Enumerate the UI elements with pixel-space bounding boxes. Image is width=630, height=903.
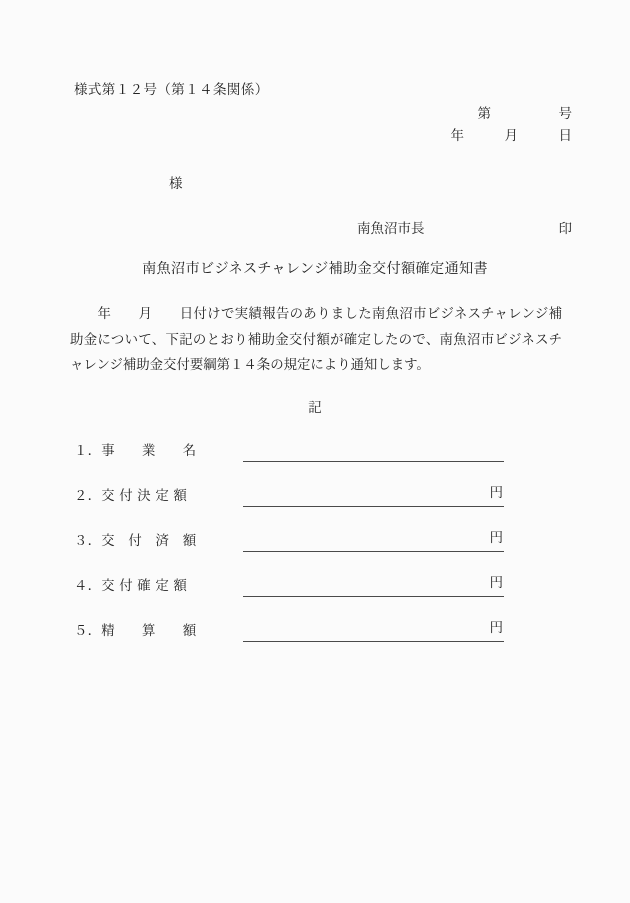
item-unit: 円 xyxy=(489,531,503,546)
item-label-text: 交 付 済 額 xyxy=(101,534,197,549)
item-unit: 円 xyxy=(489,621,503,636)
item-label xyxy=(74,530,196,549)
item-value-field[interactable] xyxy=(243,485,504,507)
item-number: ５． xyxy=(74,624,102,639)
document-date-field: 年 月 日 xyxy=(450,128,572,144)
item-label xyxy=(74,620,196,639)
issuer-name: 南魚沼市長 xyxy=(357,221,425,237)
body-paragraph-text: 年 月 日付けで実績報告のありました南魚沼市ビジネスチャレンジ補助金について、下記のとおり補助金交付額が確定したので、南魚沼市ビジネスチャレンジ補助金交付要綱第１４条の規定により通知します。 xyxy=(70,307,562,373)
item-unit: 円 xyxy=(489,486,503,501)
header-reference-fields xyxy=(451,103,573,147)
item-label-text: 事 業 名 xyxy=(101,444,197,459)
item-number: ２． xyxy=(74,489,102,504)
body-paragraph xyxy=(70,302,562,379)
document-title: 南魚沼市ビジネスチャレンジ補助金交付額確定通知書 xyxy=(142,261,488,277)
item-value-field[interactable] xyxy=(243,575,504,597)
document-number-field: 第 号 xyxy=(477,106,572,122)
list-item xyxy=(74,530,506,575)
item-label xyxy=(74,575,187,594)
item-value-field[interactable] xyxy=(243,440,504,462)
item-unit: 円 xyxy=(489,576,503,591)
list-item xyxy=(74,620,506,665)
form-number: 様式第１２号（第１４条関係） xyxy=(74,82,269,98)
item-label-text: 交 付 確 定 額 xyxy=(101,579,187,594)
item-label-text: 精 算 額 xyxy=(101,624,197,639)
list-item xyxy=(74,440,506,485)
list-item xyxy=(74,485,506,530)
item-label xyxy=(74,485,187,504)
seal-mark: 印 xyxy=(558,221,572,237)
issuer-line xyxy=(357,217,572,237)
item-number: １． xyxy=(74,444,102,459)
item-number: ４． xyxy=(74,579,102,594)
item-value-field[interactable] xyxy=(243,620,504,642)
itemized-list xyxy=(74,440,506,665)
addressee-honorific: 様 xyxy=(169,176,183,192)
item-label-text: 交 付 決 定 額 xyxy=(101,489,187,504)
item-value-field[interactable] xyxy=(243,530,504,552)
item-label xyxy=(74,440,196,459)
item-number: ３． xyxy=(74,534,102,549)
ki-heading: 記 xyxy=(308,400,322,416)
list-item xyxy=(74,575,506,620)
